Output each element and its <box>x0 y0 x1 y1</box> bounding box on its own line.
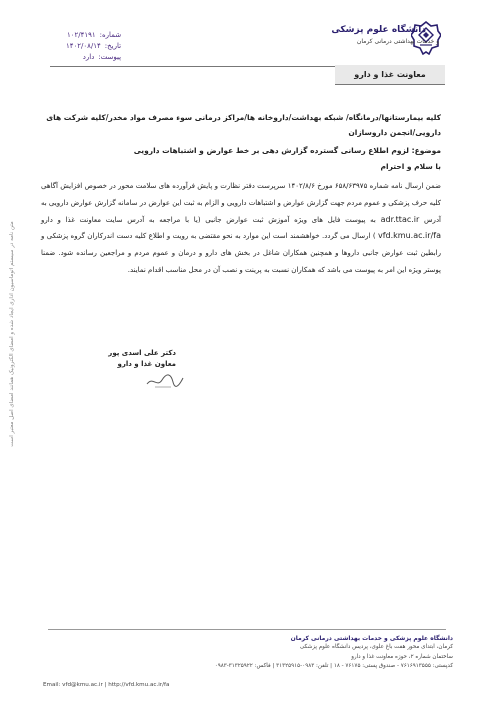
side-note <box>6 214 18 454</box>
department-badge <box>335 65 445 85</box>
letter-meta <box>66 30 121 63</box>
letter-attachment-label: پیوست: <box>98 53 122 61</box>
footer-contacts: کدپستی: ۷۶۱۶۹۱۳۵۵۵ - صندوق پستی: ۷۶۱۷۵ - ۱۸ | تلفن: ۰۹۸۳-۳۱۳۲۵۹۱۵ | فاکس: ۳۱۳۲۵۹۲۲-۰۹۸۳ <box>214 663 453 670</box>
signature-block <box>108 348 176 370</box>
letter-attachment-value: دارد <box>82 53 95 61</box>
adr-link[interactable]: adr.ttac.ir <box>380 214 420 224</box>
subject: موضوع: لزوم اطلاع رسانی گسترده گزارش دهی بر خط عوارض و اشتباهات دارویی <box>133 146 441 155</box>
footer-email-web[interactable]: Email: vfd@kmu.ac.ir | http://vfd.kmu.ac.ir/fa <box>43 682 170 688</box>
letter-attachment-row <box>66 52 121 63</box>
footer-divider <box>48 629 446 630</box>
body-paragraph <box>41 178 441 279</box>
department-name: معاونت غذا و دارو <box>354 70 426 79</box>
footer-building: ساختمان شماره ۲، حوزه معاونت غذا و دارو <box>351 653 453 660</box>
vfd-link[interactable]: vfd.kmu.ac.ir/fa <box>378 231 441 241</box>
university-name: دانشگاه علوم پزشکی <box>331 25 426 35</box>
greeting: با سلام و احترام <box>380 162 441 171</box>
letter-number-label: شماره: <box>99 31 122 39</box>
body-text-3: ) ارسال می گردد. خواهشمند است این موارد به نحو مقتضی به رویت و اطلاع کلیه دست اندرکاران گروه پزشکی و رابطین ثبت عوارض جانبی داروها و همچنین همکاران شاغل در بخش های دارو و درمان و عموم مردم و مراجعین رسانده شود. ضمنا پوستر ویژه این امر به پیوست می باشد که همکاران نسبت به پرینت و نصب آن در محل مناسب اقدام نمایند. <box>41 232 441 274</box>
university-subtitle: و خدمات بهداشتی درمانی کرمان <box>356 38 439 45</box>
side-note-text: متن نامه در سیستم اتوماسیون اداری ایجاد شده و امضای الکترونیک همانند امضای اصل معتبر است <box>9 221 15 447</box>
recipients: کلیه بیمارستانها/درمانگاه/ شبکه بهداشت/داروخانه ها/مراکز درمانی سوء مصرف مواد مخدر/کلیه شرکت های دارویی/انجمن داروسازان <box>46 113 441 137</box>
letter-date-row <box>66 41 121 52</box>
letter-number-value: ۱۰۲/۴۱۹۱ <box>66 31 96 39</box>
signer-name: دکتر علی اسدی پور <box>108 349 176 357</box>
body-text-2: به پیوست فایل های ویژه آموزش ثبت عوارض جانبی (یا با مراجعه به آدرس سایت معاونت غذا و دارو <box>41 215 376 224</box>
handwritten-signature-icon <box>145 370 185 392</box>
letter-number-row <box>66 30 121 41</box>
footer-address: کرمان، ابتدای محور هفت باغ علوی، پردیس دانشگاه علوم پزشکی <box>299 644 453 651</box>
signer-title: معاون غذا و دارو <box>117 360 176 368</box>
footer <box>43 634 453 688</box>
letter-date-value: ۱۴۰۲/۰۸/۱۴ <box>66 42 101 50</box>
letter-date-label: تاریخ: <box>104 42 122 50</box>
footer-title: دانشگاه علوم پزشکی و خدمات بهداشتی درمانی کرمان <box>290 635 453 642</box>
body-text-1: ضمن ارسال نامه شماره ۶۵۸/۶۳۹۷۵ مورخ ۱۴۰۲/۸/۶ سرپرست دفتر نظارت و پایش فرآورده های سلامت محور در خصوص افزایش آگاهی کلیه حرف پزشکی و عموم مردم جهت گزارش عوارض و اشتباهات دارویی و الزام به ثبت این عوارض در سامانه گزارش عوارض دارویی به آدرس <box>41 182 442 224</box>
